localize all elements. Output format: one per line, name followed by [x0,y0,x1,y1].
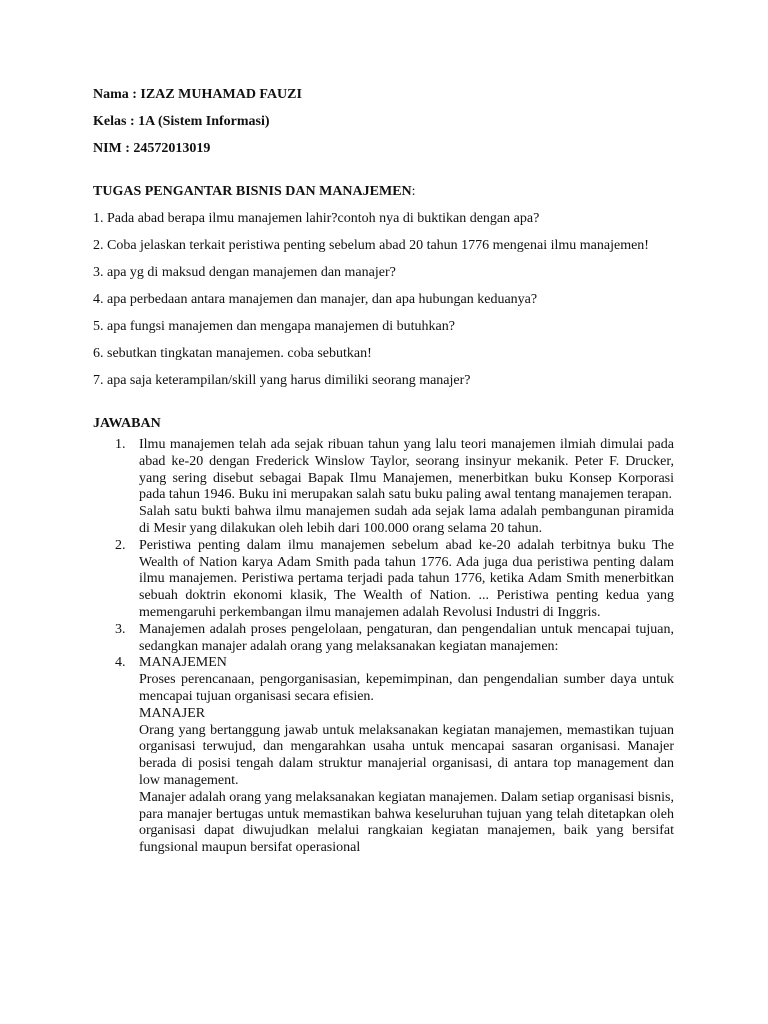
answer-paragraph: Manajer adalah orang yang melaksanakan kegiatan manajemen. Dalam setiap organisasi bisnis, para manajer bertugas untuk memastikan bahwa keseluruhan tujuan yang telah ditetapkan oleh organisasi dapat diwujudkan melalui rangkaian kegiatan manajemen, baik yang bersifat fungsional maupun bersifat operasional [139,789,674,856]
answer-paragraph: Ilmu manajemen telah ada sejak ribuan tahun yang lalu teori manajemen ilmiah dimulai pada abad ke-20 dengan Frederick Winslow Taylor, seorang insinyur mekanik. Peter F. Drucker, yang sering disebut sebagai Bapak Ilmu Manajemen, menerbitkan buku Konsep Korporasi pada tahun 1946. Buku ini merupakan salah satu buku paling awal tentang manajemen terapan. [139,437,674,503]
answer-paragraph: Proses perencanaan, pengorganisasian, kepemimpinan, dan pengendalian sumber daya untuk mencapai tujuan organisasi secara efisien. [139,672,674,704]
document-page [93,86,674,857]
answer-3 [93,622,674,656]
student-class: Kelas : 1A (Sistem Informasi) [93,114,270,129]
answer-number: 1. [115,437,126,452]
answer-2 [93,538,674,622]
student-nim: NIM : 24572013019 [93,141,211,156]
answer-subheading: MANAJER [139,705,206,721]
answer-paragraph: Peristiwa penting dalam ilmu manajemen sebelum abad ke-20 adalah terbitnya buku The Wealth of Nation karya Adam Smith pada tahun 1776. Ada juga dua peristiwa penting dalam ilmu manajemen. Peristiwa pertama terjadi pada tahun 1776, ketika Adam Smith menerbitkan sebuah doktrin ekonomi klasik, The Wealth of Nation. ... Peristiwa penting kedua yang memengaruhi perkembangan ilmu manajemen adalah Revolusi Industri di Inggris. [139,537,674,620]
student-name: Nama : IZAZ MUHAMAD FAUZI [93,87,302,102]
answer-1 [93,437,674,538]
question-5: 5. apa fungsi manajemen dan mengapa manajemen di butuhkan? [93,319,455,334]
question-2: 2. Coba jelaskan terkait peristiwa penting sebelum abad 20 tahun 1776 mengenai ilmu manajemen! [93,238,649,253]
answer-4 [93,655,674,857]
question-6: 6. sebutkan tingkatan manajemen. coba sebutkan! [93,346,372,361]
answer-number: 3. [115,621,126,637]
answer-paragraph: Orang yang bertanggung jawab untuk melaksanakan kegiatan manajemen, memastikan tujuan organisasi terwujud, dan mengarahkan usaha untuk mencapai sasaran organisasi. Manajer berada di posisi tengah dalam struktur manajerial organisasi, di antara top management dan low management. [139,722,674,788]
answer-number: 4. [115,655,126,671]
answer-paragraph: Salah satu bukti bahwa ilmu manajemen sudah ada sejak lama adalah pembangunan piramida di Mesir yang dilakukan oleh lebih dari 100.000 orang selama 20 tahun. [139,504,674,536]
answers-list [93,437,674,857]
question-3: 3. apa yg di maksud dengan manajemen dan manajer? [93,265,396,280]
assignment-title: TUGAS PENGANTAR BISNIS DAN MANAJEMEN: [93,184,416,199]
answers-title: JAWABAN [93,416,161,431]
question-1: 1. Pada abad berapa ilmu manajemen lahir?contoh nya di buktikan dengan apa? [93,211,540,226]
answer-subheading: MANAJEMEN [139,655,227,671]
answer-number: 2. [115,537,126,553]
answer-paragraph: Manajemen adalah proses pengelolaan, pengaturan, dan pengendalian untuk mencapai tujuan, sedangkan manajer adalah orang yang melaksanakan kegiatan manajemen: [139,621,674,654]
question-4: 4. apa perbedaan antara manajemen dan manajer, dan apa hubungan keduanya? [93,292,538,307]
question-7: 7. apa saja keterampilan/skill yang harus dimiliki seorang manajer? [93,373,471,388]
